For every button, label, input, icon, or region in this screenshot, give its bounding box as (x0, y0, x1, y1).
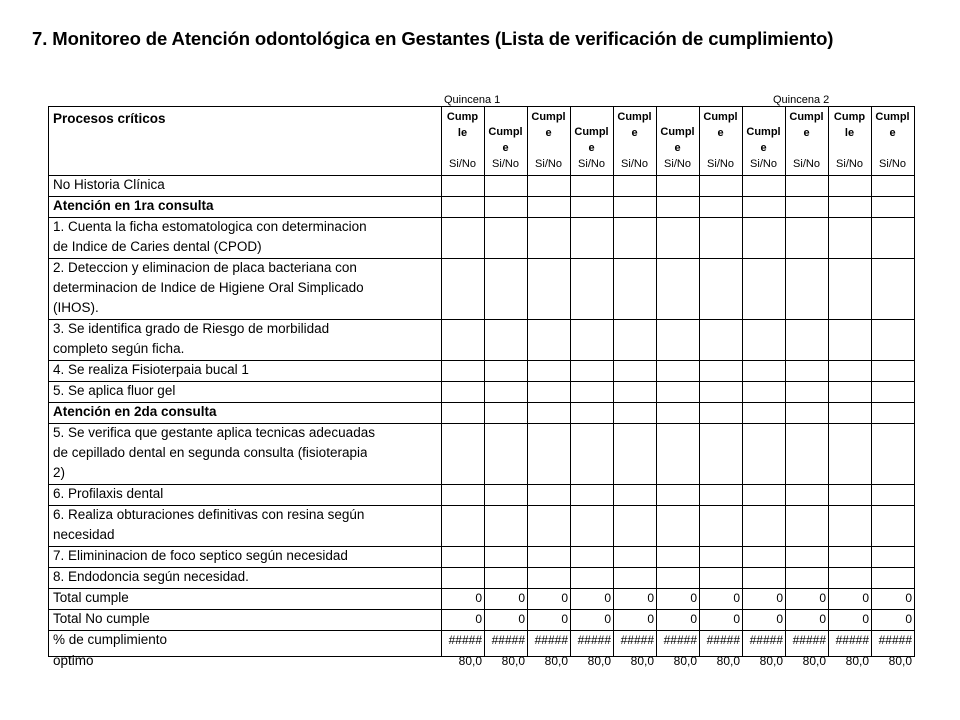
column-header-top: Cump (446, 111, 479, 123)
column-header-unit: Si/No (449, 158, 476, 170)
total-value: 0 (561, 591, 568, 605)
column-header-mid: le (844, 127, 855, 139)
total-label: Total No cumple (53, 611, 150, 626)
process-label: de Indice de Caries dental (CPOD) (53, 239, 262, 254)
total-value: ##### (749, 633, 783, 647)
total-value: 80,0 (673, 654, 697, 668)
column-header-top: Cumpl (531, 111, 566, 123)
total-value: ##### (835, 633, 869, 647)
total-value: 80,0 (845, 654, 869, 668)
column-line (871, 106, 872, 657)
total-value: 0 (690, 591, 697, 605)
total-value: ##### (534, 633, 568, 647)
column-header-top: Cumpl (789, 111, 824, 123)
column-line (570, 106, 571, 657)
total-label: Total cumple (53, 590, 129, 605)
total-value: 0 (647, 612, 654, 626)
total-value: 0 (733, 612, 740, 626)
total-value: 0 (518, 591, 525, 605)
process-label: 5. Se aplica fluor gel (53, 383, 176, 398)
total-value: 80,0 (501, 654, 525, 668)
column-line (914, 106, 915, 657)
process-label: determinacion de Indice de Higiene Oral Simplicado (53, 280, 364, 295)
column-header-unit: Si/No (879, 158, 906, 170)
total-value: 0 (905, 612, 912, 626)
process-label: (IHOS). (53, 300, 99, 315)
column-line (527, 106, 528, 657)
column-line (441, 106, 442, 657)
total-value: 80,0 (716, 654, 740, 668)
total-value: ##### (448, 633, 482, 647)
total-value: ##### (878, 633, 912, 647)
total-value: 0 (776, 591, 783, 605)
total-value: 0 (862, 612, 869, 626)
process-label: 5. Se verifica que gestante aplica tecnicas adecuadas (53, 425, 375, 440)
column-header-unit: Si/No (750, 158, 777, 170)
column-header-top: Cumpl (617, 111, 652, 123)
process-label: 6. Realiza obturaciones definitivas con resina según (53, 507, 365, 522)
column-header-mid: e (545, 127, 552, 139)
column-header-top: Cumpl (875, 111, 910, 123)
total-value: 80,0 (630, 654, 654, 668)
column-header-unit: Si/No (578, 158, 605, 170)
total-value: ##### (620, 633, 654, 647)
column-header-top: Cumpl (703, 111, 738, 123)
process-label: de cepillado dental en segunda consulta (fisioterapia (53, 445, 368, 460)
total-value: 80,0 (802, 654, 826, 668)
column-header-unit: Si/No (621, 158, 648, 170)
column-header-mid: e (803, 127, 810, 139)
column-line (699, 106, 700, 657)
total-value: ##### (706, 633, 740, 647)
total-label: % de cumplimiento (53, 632, 168, 647)
process-label: 2) (53, 465, 66, 480)
process-label: 4. Se realiza Fisioterpaia bucal 1 (53, 362, 249, 377)
column-header-top: Cumpl (574, 126, 609, 138)
column-line (785, 106, 786, 657)
total-value: ##### (663, 633, 697, 647)
total-value: ##### (491, 633, 525, 647)
total-value: 80,0 (458, 654, 482, 668)
column-header-top: Cumpl (488, 126, 523, 138)
process-label: Atención en 2da consulta (53, 404, 217, 419)
total-value: 0 (733, 591, 740, 605)
column-header-mid: e (502, 142, 509, 154)
process-label: 1. Cuenta la ficha estomatologica con determinacion (53, 219, 367, 234)
process-label: 6. Profilaxis dental (53, 486, 164, 501)
total-label: optimo (53, 653, 94, 668)
total-value: 0 (819, 591, 826, 605)
total-value: 0 (475, 591, 482, 605)
total-value: 0 (776, 612, 783, 626)
column-header-top: Cumpl (660, 126, 695, 138)
procesos-criticos-header: Procesos críticos (53, 111, 166, 126)
total-value: 0 (690, 612, 697, 626)
total-value: ##### (577, 633, 611, 647)
column-header-top: Cump (833, 111, 866, 123)
page-title: 7. Monitoreo de Atención odontológica en Gestantes (Lista de verificación de cumplimiento) (32, 28, 834, 49)
column-header-mid: e (889, 127, 896, 139)
column-header-mid: le (457, 127, 468, 139)
column-header-unit: Si/No (707, 158, 734, 170)
column-header-unit: Si/No (535, 158, 562, 170)
process-label: necesidad (53, 527, 115, 542)
column-line (613, 106, 614, 657)
column-header-mid: e (588, 142, 595, 154)
total-value: 0 (475, 612, 482, 626)
process-label: 3. Se identifica grado de Riesgo de morbilidad (53, 321, 330, 336)
process-label: 8. Endodoncia según necesidad. (53, 569, 249, 584)
column-header-unit: Si/No (664, 158, 691, 170)
column-line (484, 106, 485, 657)
column-header-unit: Si/No (793, 158, 820, 170)
process-label: 7. Elimininacion de foco septico según necesidad (53, 548, 348, 563)
total-value: 0 (561, 612, 568, 626)
total-value: 80,0 (888, 654, 912, 668)
column-line (828, 106, 829, 657)
column-header-mid: e (674, 142, 681, 154)
total-value: 80,0 (544, 654, 568, 668)
column-line (656, 106, 657, 657)
process-label: Atención en 1ra consulta (53, 198, 214, 213)
total-value: 0 (905, 591, 912, 605)
total-value: 0 (604, 612, 611, 626)
column-header-mid: e (760, 142, 767, 154)
left-border (48, 106, 49, 657)
quincena-2-label: Quincena 2 (773, 94, 830, 106)
process-label: No Historia Clínica (53, 177, 165, 192)
total-value: 0 (647, 591, 654, 605)
total-value: 80,0 (587, 654, 611, 668)
process-label: 2. Deteccion y eliminacion de placa bacteriana con (53, 260, 357, 275)
column-header-unit: Si/No (836, 158, 863, 170)
column-header-top: Cumpl (746, 126, 781, 138)
total-value: 0 (518, 612, 525, 626)
column-header-mid: e (631, 127, 638, 139)
total-value: 0 (862, 591, 869, 605)
process-label: completo según ficha. (53, 341, 185, 356)
total-value: 0 (604, 591, 611, 605)
column-header-mid: e (717, 127, 724, 139)
total-value: ##### (792, 633, 826, 647)
column-header-unit: Si/No (492, 158, 519, 170)
column-line (742, 106, 743, 657)
total-value: 80,0 (759, 654, 783, 668)
quincena-1-label: Quincena 1 (444, 94, 501, 106)
total-value: 0 (819, 612, 826, 626)
